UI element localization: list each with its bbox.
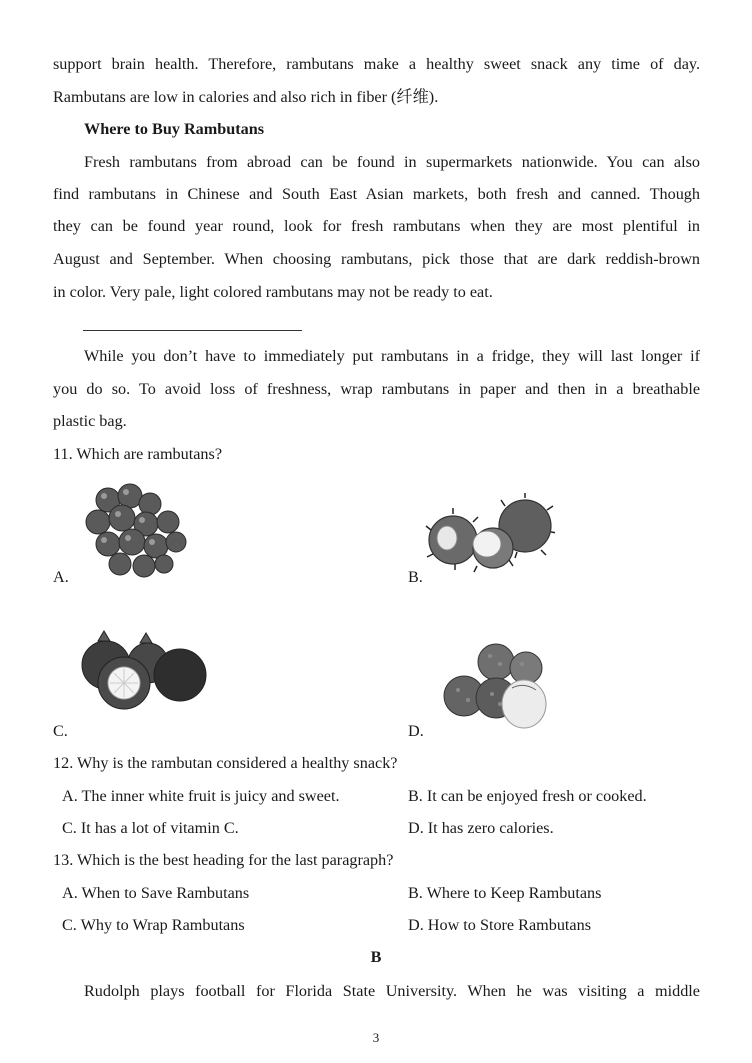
option-label-b: B.: [408, 568, 423, 586]
passage-line: in color. Very pale, light colored rambutans may not be ready to eat.: [53, 283, 493, 301]
option-c: C. Why to Wrap Rambutans: [62, 916, 245, 934]
option-c: C. It has a lot of vitamin C.: [62, 819, 239, 837]
passage-line: Fresh rambutans from abroad can be found in supermarkets nationwide. You can also: [84, 153, 700, 171]
section-heading: Where to Buy Rambutans: [84, 120, 265, 138]
heading-blank: [83, 330, 302, 331]
page-number: 3: [372, 1030, 380, 1045]
passage-line: support brain health. Therefore, rambutans make a healthy sweet snack any time of day.: [53, 55, 700, 73]
section-title: B: [370, 948, 382, 966]
question-stem: 13. Which is the best heading for the last paragraph?: [53, 851, 394, 869]
option-d: D. How to Store Rambutans: [408, 916, 591, 934]
option-b: B. Where to Keep Rambutans: [408, 884, 602, 902]
passage-line: they can be found year round, look for fresh rambutans when they are most plentiful in: [53, 217, 700, 235]
passage-line: you do so. To avoid loss of freshness, wrap rambutans in paper and then in a breathable: [53, 380, 700, 398]
option-a: A. When to Save Rambutans: [62, 884, 250, 902]
passage-line: Rudolph plays football for Florida State University. When he was visiting a middle: [84, 982, 700, 1000]
passage-line: August and September. When choosing rambutans, pick those that are dark reddish-brown: [53, 250, 700, 268]
passage-line: Rambutans are low in calories and also rich in fiber (纤维).: [53, 88, 439, 106]
passage-line: While you don’t have to immediately put rambutans in a fridge, they will last longer if: [84, 347, 700, 365]
option-label-a: A.: [53, 568, 69, 586]
option-b: B. It can be enjoyed fresh or cooked.: [408, 787, 647, 805]
option-label-d: D.: [408, 722, 424, 740]
passage-line: find rambutans in Chinese and South East Asian markets, both fresh and canned. Though: [53, 185, 700, 203]
option-d: D. It has zero calories.: [408, 819, 554, 837]
fruit-image-d: [440, 640, 552, 732]
question-stem: 11. Which are rambutans?: [53, 445, 223, 463]
option-a: A. The inner white fruit is juicy and sweet.: [62, 787, 340, 805]
option-label-c: C.: [53, 722, 68, 740]
fruit-image-b: [425, 492, 555, 576]
question-stem: 12. Why is the rambutan considered a healthy snack?: [53, 754, 398, 772]
fruit-image-c: [80, 625, 208, 711]
fruit-image-a: [78, 482, 190, 582]
passage-line: plastic bag.: [53, 412, 127, 430]
